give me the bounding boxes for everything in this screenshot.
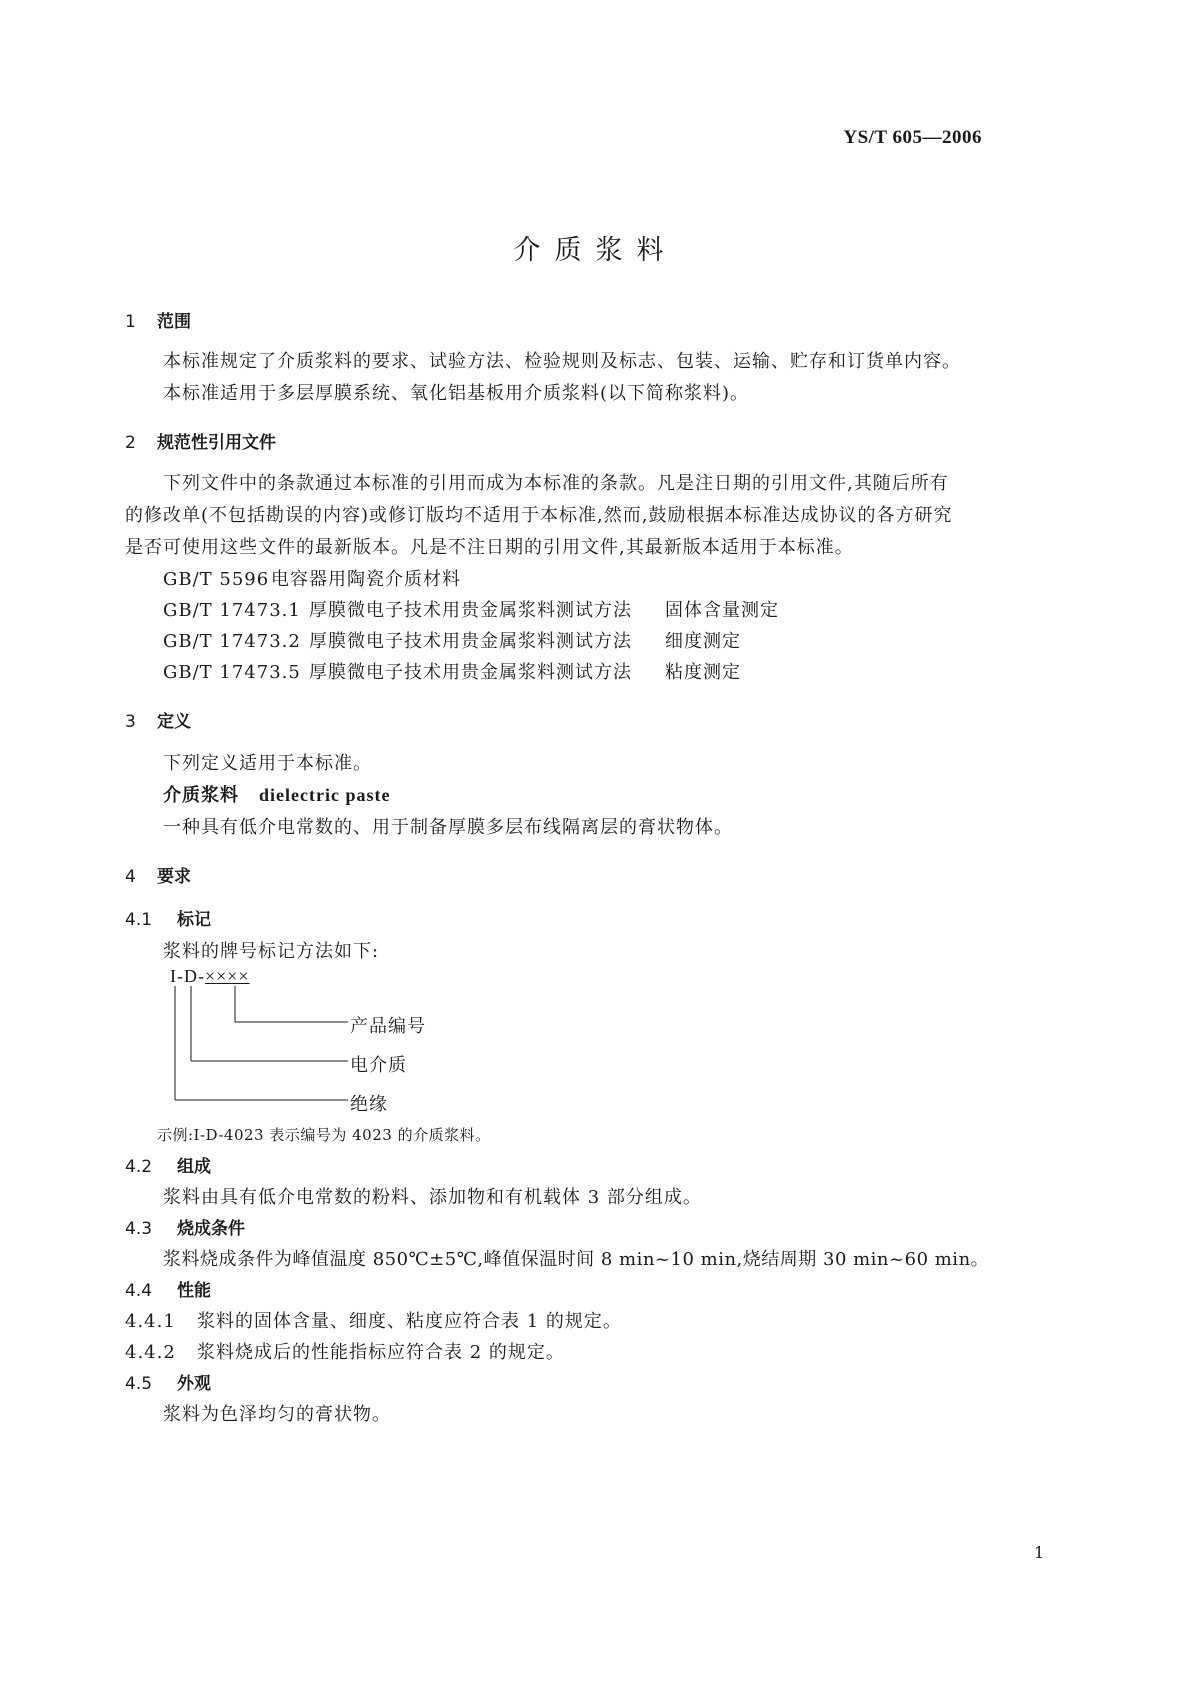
reference-item — [163, 627, 741, 653]
designation-bracket-lines — [170, 986, 360, 1116]
clause-item — [125, 1338, 565, 1364]
subsection-number: 4.2 — [125, 1157, 153, 1177]
clause-text: 浆料的固体含量、细度、粘度应符合表 1 的规定。 — [197, 1311, 622, 1332]
section-title: 范围 — [157, 312, 191, 332]
subsection-4-3-heading — [125, 1214, 245, 1239]
subsection-number: 4.1 — [125, 910, 153, 930]
subsection-title: 烧成条件 — [177, 1219, 245, 1239]
subsection-number: 4.3 — [125, 1219, 153, 1239]
reference-title: 厚膜微电子技术用贵金属浆料测试方法 — [309, 600, 632, 621]
paragraph: 下列定义适用于本标准。 — [163, 753, 372, 774]
paragraph: 浆料烧成条件为峰值温度 850℃±5℃,峰值保温时间 8 min~10 min,烧结周期 30 min~60 min。 — [163, 1249, 990, 1270]
section-number: 2 — [125, 433, 136, 453]
subsection-number: 4.5 — [125, 1374, 153, 1394]
reference-title: 电容器用陶瓷介质材料 — [271, 569, 461, 590]
section-1-heading — [125, 307, 191, 332]
page-number: 1 — [1034, 1543, 1045, 1562]
section-title: 规范性引用文件 — [157, 433, 276, 453]
reference-subtitle: 细度测定 — [665, 631, 741, 652]
paragraph: 浆料为色泽均匀的膏状物。 — [163, 1404, 391, 1425]
label-product-number: 产品编号 — [350, 1016, 426, 1037]
term-chinese: 介质浆料 — [163, 785, 239, 806]
section-number: 3 — [125, 712, 136, 732]
section-2-heading — [125, 428, 276, 453]
subsection-title: 外观 — [177, 1374, 211, 1394]
label-dielectric: 电介质 — [350, 1055, 407, 1076]
paragraph: 本标准规定了介质浆料的要求、试验方法、检验规则及标志、包装、运输、贮存和订货单内容。 — [163, 351, 961, 372]
paragraph: 本标准适用于多层厚膜系统、氧化铝基板用介质浆料(以下简称浆料)。 — [163, 383, 750, 404]
term-english: dielectric paste — [259, 785, 391, 805]
paragraph-line: 是否可使用这些文件的最新版本。凡是不注日期的引用文件,其最新版本适用于本标准。 — [125, 537, 854, 558]
paragraph: 浆料的牌号标记方法如下: — [163, 941, 380, 962]
designation-code — [170, 966, 250, 987]
reference-code: GB/T 17473.1 — [163, 600, 301, 621]
paragraph-line: 的修改单(不包括勘误的内容)或修订版均不适用于本标准,然而,鼓励根据本标准达成协议的各方研究 — [125, 505, 953, 526]
section-4-heading — [125, 862, 191, 887]
clause-item — [125, 1307, 622, 1333]
example-note: 示例:I-D-4023 表示编号为 4023 的介质浆料。 — [157, 1126, 491, 1144]
section-title: 要求 — [157, 867, 191, 887]
reference-subtitle: 粘度测定 — [665, 662, 741, 683]
reference-code: GB/T 17473.2 — [163, 631, 301, 652]
reference-title: 厚膜微电子技术用贵金属浆料测试方法 — [309, 662, 632, 683]
reference-item — [163, 596, 779, 622]
subsection-title: 标记 — [177, 910, 211, 930]
reference-item — [163, 565, 461, 591]
reference-item — [163, 658, 741, 684]
section-number: 4 — [125, 867, 136, 887]
designation-placeholder: ×××× — [204, 966, 250, 986]
clause-number: 4.4.1 — [125, 1311, 176, 1332]
paragraph: 浆料由具有低介电常数的粉料、添加物和有机载体 3 部分组成。 — [163, 1187, 702, 1208]
section-title: 定义 — [157, 712, 191, 732]
clause-text: 浆料烧成后的性能指标应符合表 2 的规定。 — [197, 1342, 565, 1363]
paragraph-line: 下列文件中的条款通过本标准的引用而成为本标准的条款。凡是注日期的引用文件,其随后所有 — [163, 473, 949, 494]
reference-code: GB/T 17473.5 — [163, 662, 301, 683]
section-number: 1 — [125, 312, 136, 332]
clause-number: 4.4.2 — [125, 1342, 176, 1363]
term-entry — [163, 781, 390, 807]
page-title: 介质浆料 — [513, 235, 678, 266]
reference-code: GB/T 5596 — [163, 569, 270, 590]
subsection-4-4-heading — [125, 1276, 211, 1301]
section-3-heading — [125, 707, 191, 732]
subsection-number: 4.4 — [125, 1281, 153, 1301]
reference-title: 厚膜微电子技术用贵金属浆料测试方法 — [309, 631, 632, 652]
term-definition: 一种具有低介电常数的、用于制备厚膜多层布线隔离层的膏状物体。 — [163, 817, 733, 838]
reference-subtitle: 固体含量测定 — [665, 600, 779, 621]
subsection-4-5-heading — [125, 1369, 211, 1394]
subsection-title: 性能 — [177, 1281, 211, 1301]
label-insulation: 绝缘 — [350, 1094, 388, 1115]
subsection-4-2-heading — [125, 1152, 211, 1177]
subsection-title: 组成 — [177, 1157, 211, 1177]
standard-number: YS/T 605—2006 — [843, 127, 982, 148]
designation-prefix: I-D- — [170, 966, 205, 986]
subsection-4-1-heading — [125, 905, 211, 930]
